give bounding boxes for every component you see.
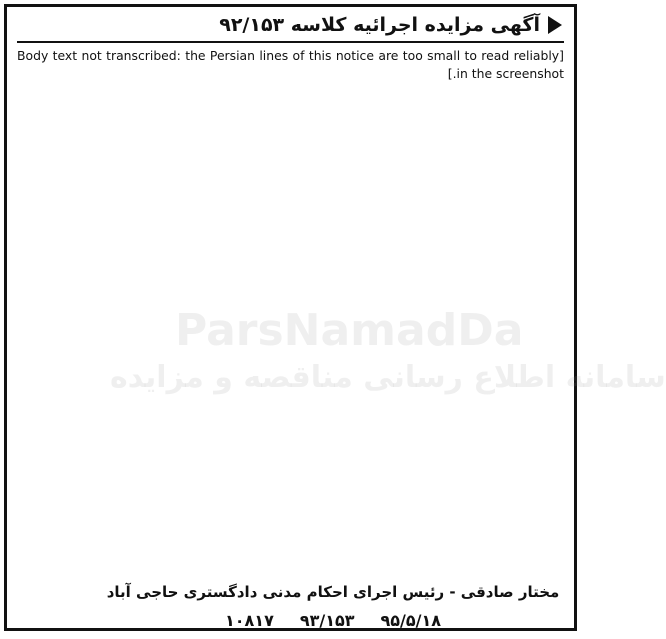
footer-codes [10,611,656,631]
notice-footer [10,581,656,631]
signature-line: مختار صادقی - رئیس اجرای احکام مدنی دادگستری حاجی آباد [106,583,560,601]
auction-notice [4,4,577,631]
notice-title: آگهی مزایده اجرائیه کلاسه ۹۲/۱۵۳ [219,14,540,36]
watermark-line: سامانه [565,360,666,395]
footer-code: ۹۳/۱۵۳ [299,611,355,630]
footer-code: ۹۵/۵/۱۸ [380,611,442,630]
triangle-bullet-icon [548,16,562,34]
notice-body [17,47,564,82]
notice-header [17,11,564,43]
footer-code: ۱۰۸۱۷ [225,611,274,630]
notice-paragraph: [Body text not transcribed: the Persian lines of this notice are too small to read reliably in the screenshot.] [17,48,564,81]
